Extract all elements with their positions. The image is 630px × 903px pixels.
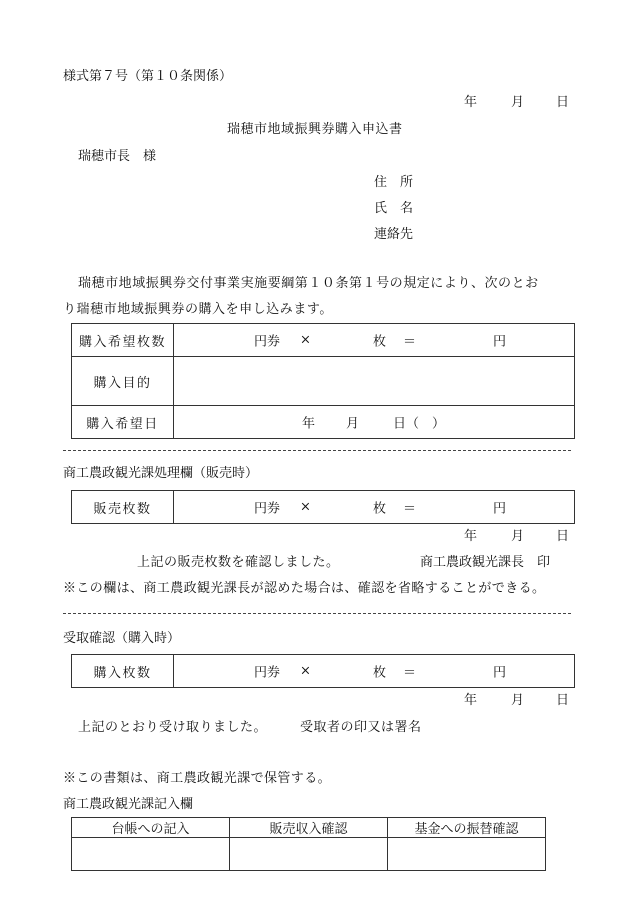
sheets-label: 枚 xyxy=(373,501,387,517)
dashed-divider xyxy=(63,613,571,614)
date-year-label: 年 xyxy=(464,95,478,110)
received-text: 上記のとおり受け取りました。 xyxy=(78,720,268,735)
receipt-table xyxy=(71,654,575,688)
equals-sign: ＝ xyxy=(403,334,417,350)
row-label-desired-date: 購入希望日 xyxy=(72,406,174,439)
yen-label: 円 xyxy=(493,501,507,517)
application-table xyxy=(71,323,575,439)
date-year-label: 年 xyxy=(464,693,478,708)
date-month-label: 月 xyxy=(511,95,525,110)
ledger-column-header: 台帳への記入 xyxy=(72,818,230,838)
row-label-sales-quantity: 販売枚数 xyxy=(72,491,174,524)
equals-sign: ＝ xyxy=(403,501,417,517)
voucher-unit-label: 円券 xyxy=(254,501,281,517)
row-label-desired-quantity: 購入希望枚数 xyxy=(72,324,174,357)
yen-label: 円 xyxy=(493,665,507,681)
desired-date-cell[interactable] xyxy=(174,406,575,439)
date-day-label: 日 xyxy=(556,693,570,708)
ledger-column-header: 基金への振替確認 xyxy=(388,818,546,838)
table-row xyxy=(72,324,575,357)
row-label-purpose: 購入目的 xyxy=(72,357,174,406)
applicant-contact-label: 連絡先 xyxy=(374,227,414,242)
table-row xyxy=(72,818,546,838)
times-sign: × xyxy=(300,332,311,348)
applicant-address-label: 住 所 xyxy=(374,175,414,190)
addressee: 瑞穂市長 様 xyxy=(78,149,157,164)
sales-section-heading: 商工農政観光課処理欄（販売時） xyxy=(63,466,259,481)
row-label-purchase-quantity: 購入枚数 xyxy=(72,655,174,688)
receiver-seal-or-signature: 受取者の印又は署名 xyxy=(300,720,422,735)
sales-chief-seal: 商工農政観光課長 印 xyxy=(420,555,551,570)
ledger-table xyxy=(71,817,546,871)
desired-date-year: 年 xyxy=(302,416,316,432)
sheets-label: 枚 xyxy=(373,334,387,350)
receipt-section-heading: 受取確認（購入時） xyxy=(63,631,181,646)
equals-sign: ＝ xyxy=(403,665,417,681)
sales-omission-note: ※この欄は、商工農政観光課長が認めた場合は、確認を省略することができる。 xyxy=(63,581,546,596)
form-number: 様式第７号（第１０条関係） xyxy=(63,69,233,84)
desired-date-month: 月 xyxy=(346,416,360,432)
table-row xyxy=(72,491,575,524)
table-row xyxy=(72,655,575,688)
sales-quantity-cell[interactable] xyxy=(174,491,575,524)
date-month-label: 月 xyxy=(511,529,525,544)
yen-label: 円 xyxy=(493,334,507,350)
desired-date-day: 日（ ） xyxy=(393,416,446,432)
times-sign: × xyxy=(300,663,311,679)
table-row xyxy=(72,357,575,406)
table-row xyxy=(72,838,546,871)
applicant-name-label: 氏 名 xyxy=(374,201,414,216)
date-day-label: 日 xyxy=(556,529,570,544)
voucher-unit-label: 円券 xyxy=(254,334,281,350)
intro-text-line-2: り瑞穂市地域振興券の購入を申し込みます。 xyxy=(63,302,333,317)
desired-quantity-cell[interactable] xyxy=(174,324,575,357)
sheets-label: 枚 xyxy=(373,665,387,681)
intro-text-line-1: 瑞穂市地域振興券交付事業実施要綱第１０条第１号の規定により、次のとお xyxy=(78,276,539,291)
purchase-quantity-cell[interactable] xyxy=(174,655,575,688)
document-title: 瑞穂市地域振興券購入申込書 xyxy=(227,122,403,137)
sales-confirm-text: 上記の販売枚数を確認しました。 xyxy=(137,555,340,570)
date-year-label: 年 xyxy=(464,529,478,544)
dashed-divider xyxy=(63,450,571,451)
table-row xyxy=(72,406,575,439)
voucher-unit-label: 円券 xyxy=(254,665,281,681)
sales-table xyxy=(71,490,575,524)
date-month-label: 月 xyxy=(511,693,525,708)
ledger-column-header: 販売収入確認 xyxy=(230,818,388,838)
date-day-label: 日 xyxy=(556,95,570,110)
purpose-cell[interactable] xyxy=(174,357,575,406)
storage-note: ※この書類は、商工農政観光課で保管する。 xyxy=(63,771,332,786)
ledger-heading: 商工農政観光課記入欄 xyxy=(63,797,194,812)
fund-transfer-cell[interactable] xyxy=(388,838,546,871)
times-sign: × xyxy=(300,499,311,515)
sales-revenue-cell[interactable] xyxy=(230,838,388,871)
ledger-entry-cell[interactable] xyxy=(72,838,230,871)
